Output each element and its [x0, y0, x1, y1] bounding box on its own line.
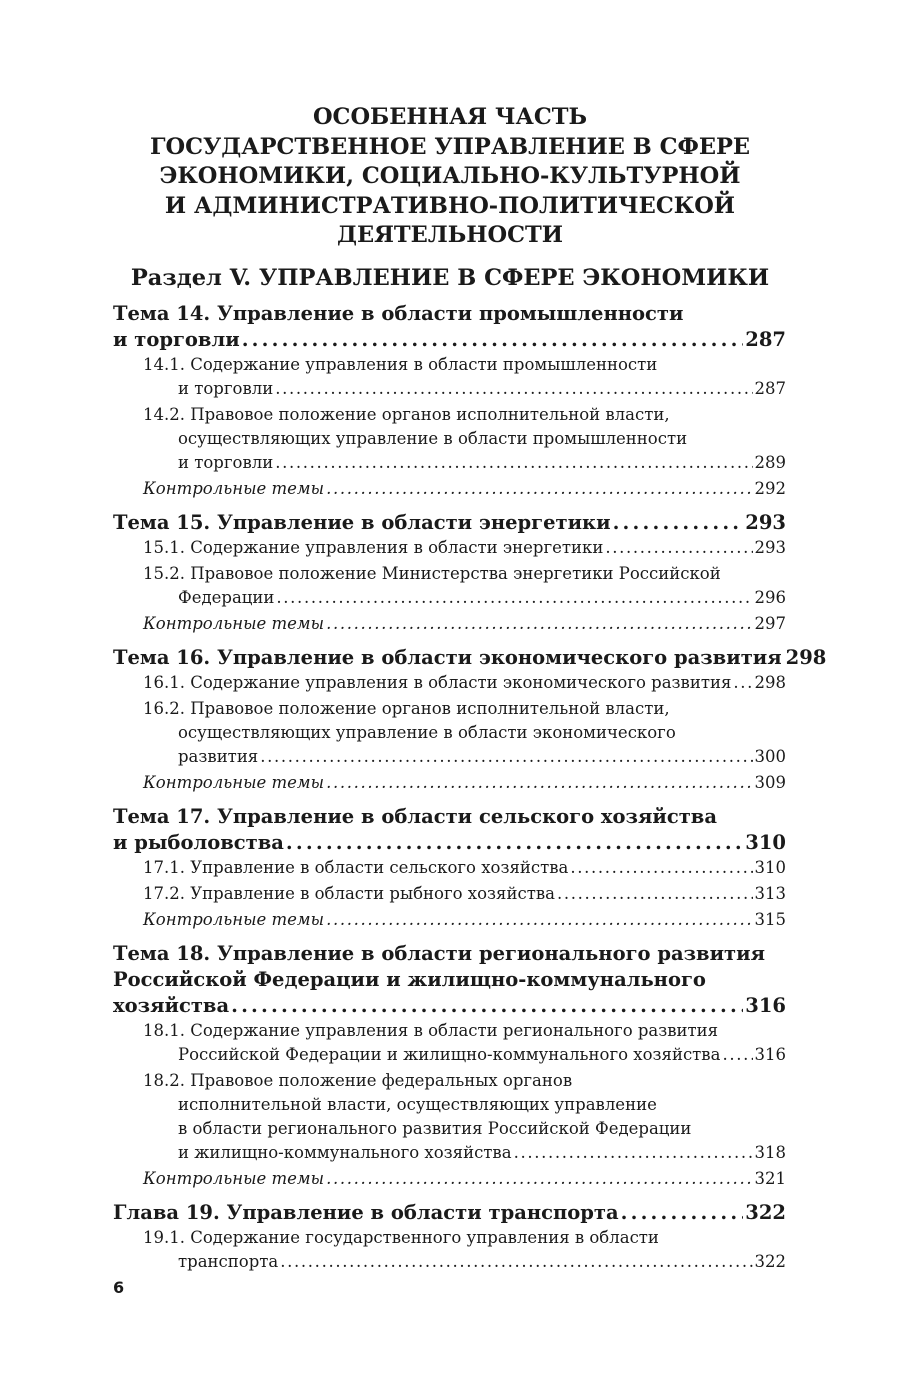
- toc-topic: [113, 1200, 786, 1274]
- entry-text: хозяйства: [113, 994, 230, 1017]
- entry-text: Контрольные темы: [143, 773, 325, 792]
- part-title-line: ДЕЯТЕЛЬНОСТИ: [336, 222, 564, 248]
- topic-heading: [113, 941, 786, 1019]
- subsection-entry: [113, 1069, 786, 1165]
- table-of-contents: [113, 301, 827, 1283]
- entry-leader-row: [143, 1167, 786, 1191]
- dot-leader: [280, 1250, 752, 1274]
- dot-leader: [722, 1043, 752, 1067]
- dot-leader: [326, 477, 752, 501]
- entry-text: Контрольные темы: [143, 1169, 325, 1188]
- page-ref: 298: [785, 646, 827, 669]
- entry-leader-row: [143, 882, 786, 906]
- entry-text: Глава 19. Управление в области транспорта: [113, 1201, 619, 1224]
- toc-topic: [113, 804, 786, 932]
- subsection-entry: [113, 353, 786, 401]
- subsection-entry: [113, 1019, 786, 1067]
- entry-text: Контрольные темы: [143, 614, 325, 633]
- entry-text: Федерации: [178, 588, 275, 607]
- page-ref: 289: [754, 453, 786, 472]
- dot-leader: [275, 451, 752, 475]
- page-ref: 292: [754, 479, 786, 498]
- entry-leader-row: [143, 377, 786, 401]
- control-topics-entry: [113, 1167, 786, 1191]
- entry-leader-row: [113, 993, 786, 1019]
- topic-heading: [113, 645, 827, 671]
- dot-leader: [557, 882, 753, 906]
- topic-heading: [113, 804, 786, 856]
- dot-leader: [231, 993, 743, 1019]
- entry-leader-row: [143, 671, 786, 695]
- topic-heading: [113, 1200, 786, 1226]
- page-ref: 316: [745, 994, 786, 1017]
- dot-leader: [260, 745, 752, 769]
- entry-line: 15.2. Правовое положение Министерства энергетики Российской: [143, 564, 721, 583]
- dot-leader: [621, 1200, 744, 1226]
- entry-text: 15.1. Содержание управления в области энергетики: [143, 538, 604, 557]
- control-topics-entry: [113, 908, 786, 932]
- dot-leader: [326, 908, 752, 932]
- page-ref: 296: [754, 588, 786, 607]
- entry-text: Контрольные темы: [143, 910, 325, 929]
- entry-leader-row: [113, 830, 786, 856]
- page-ref: 315: [754, 910, 786, 929]
- dot-leader: [326, 612, 752, 636]
- page-ref: 293: [754, 538, 786, 557]
- page-ref: 298: [754, 673, 786, 692]
- entry-line: Российской Федерации и жилищно-коммунального: [113, 968, 706, 991]
- page-ref: 310: [754, 858, 786, 877]
- entry-line: Тема 14. Управление в области промышленности: [113, 302, 684, 325]
- entry-line: в области регионального развития Российской Федерации: [178, 1119, 692, 1138]
- dot-leader: [326, 1167, 752, 1191]
- entry-leader-row: [143, 908, 786, 932]
- page-ref: 287: [745, 328, 786, 351]
- part-title: [0, 103, 900, 251]
- section-title: Раздел V. УПРАВЛЕНИЕ В СФЕРЕ ЭКОНОМИКИ: [130, 265, 770, 291]
- subsection-entry: [113, 697, 786, 769]
- control-topics-entry: [113, 771, 786, 795]
- page-ref: 300: [754, 747, 786, 766]
- dot-leader: [275, 377, 752, 401]
- page-ref: 309: [754, 773, 786, 792]
- dot-leader: [514, 1141, 753, 1165]
- entry-text: транспорта: [178, 1252, 279, 1271]
- entry-leader-row: [143, 477, 786, 501]
- entry-leader-row: [143, 745, 786, 769]
- entry-text: и торговли: [113, 328, 240, 351]
- subsection-entry: [113, 403, 786, 475]
- subsection-entry: [113, 671, 786, 695]
- page-number: 6: [113, 1278, 125, 1297]
- entry-leader-row: [143, 536, 786, 560]
- entry-leader-row: [143, 586, 786, 610]
- entry-text: Контрольные темы: [143, 479, 325, 498]
- entry-leader-row: [143, 451, 786, 475]
- entry-line: 19.1. Содержание государственного управления в области: [143, 1228, 659, 1247]
- page-ref: 310: [745, 831, 786, 854]
- entry-leader-row: [143, 1250, 786, 1274]
- entry-line: Тема 17. Управление в области сельского хозяйства: [113, 805, 717, 828]
- entry-text: Тема 15. Управление в области энергетики: [113, 511, 611, 534]
- entry-leader-row: [143, 1043, 786, 1067]
- page-ref: 287: [754, 379, 786, 398]
- entry-leader-row: [143, 771, 786, 795]
- entry-line: Тема 18. Управление в области регионального развития: [113, 942, 765, 965]
- toc-topic: [113, 301, 786, 501]
- page-ref: 322: [754, 1252, 786, 1271]
- entry-text: 17.2. Управление в области рыбного хозяйства: [143, 884, 555, 903]
- entry-line: осуществляющих управление в области экономического: [178, 723, 676, 742]
- dot-leader: [286, 830, 743, 856]
- dot-leader: [276, 586, 752, 610]
- entry-line: 16.2. Правовое положение органов исполнительной власти,: [143, 699, 670, 718]
- entry-text: 16.1. Содержание управления в области экономического развития: [143, 673, 732, 692]
- topic-heading: [113, 301, 786, 353]
- entry-leader-row: [143, 612, 786, 636]
- entry-text: развития: [178, 747, 259, 766]
- subsection-entry: [113, 536, 786, 560]
- entry-leader-row: [143, 856, 786, 880]
- dot-leader: [605, 536, 752, 560]
- page-ref: 316: [754, 1045, 786, 1064]
- entry-text: Российской Федерации и жилищно-коммунального хозяйства: [178, 1045, 721, 1064]
- toc-topic: [113, 510, 786, 636]
- page-ref: 322: [745, 1201, 786, 1224]
- page-ref: 321: [754, 1169, 786, 1188]
- toc-topic: [113, 645, 827, 795]
- part-title-line: И АДМИНИСТРАТИВНО-ПОЛИТИЧЕСКОЙ: [164, 192, 736, 219]
- dot-leader: [613, 510, 744, 536]
- entry-line: 14.1. Содержание управления в области промышленности: [143, 355, 658, 374]
- entry-text: и торговли: [178, 379, 274, 398]
- entry-text: и рыболовства: [113, 831, 284, 854]
- entry-text: и торговли: [178, 453, 274, 472]
- entry-line: 14.2. Правовое положение органов исполнительной власти,: [143, 405, 670, 424]
- control-topics-entry: [113, 477, 786, 501]
- entry-line: исполнительной власти, осуществляющих управление: [178, 1095, 657, 1114]
- entry-leader-row: [113, 327, 786, 353]
- page-ref: 313: [754, 884, 786, 903]
- entry-leader-row: [113, 510, 786, 536]
- entry-line: осуществляющих управление в области промышленности: [178, 429, 688, 448]
- toc-topic: [113, 941, 786, 1191]
- entry-leader-row: [113, 1200, 786, 1226]
- entry-line: 18.1. Содержание управления в области регионального развития: [143, 1021, 719, 1040]
- page-ref: 293: [745, 511, 786, 534]
- subsection-entry: [113, 1226, 786, 1274]
- entry-text: 17.1. Управление в области сельского хозяйства: [143, 858, 569, 877]
- subsection-entry: [113, 856, 786, 880]
- subsection-entry: [113, 882, 786, 906]
- dot-leader: [733, 671, 752, 695]
- dot-leader: [326, 771, 752, 795]
- part-title-line: ЭКОНОМИКИ, СОЦИАЛЬНО-КУЛЬТУРНОЙ: [159, 163, 741, 189]
- part-title-line: ОСОБЕННАЯ ЧАСТЬ: [312, 104, 588, 130]
- entry-leader-row: [113, 645, 827, 671]
- entry-line: 18.2. Правовое положение федеральных органов: [143, 1071, 573, 1090]
- dot-leader: [242, 327, 744, 353]
- part-title-line: ГОСУДАРСТВЕННОЕ УПРАВЛЕНИЕ В СФЕРЕ: [149, 133, 751, 160]
- topic-heading: [113, 510, 786, 536]
- entry-leader-row: [143, 1141, 786, 1165]
- page-ref: 318: [754, 1143, 786, 1162]
- subsection-entry: [113, 562, 786, 610]
- dot-leader: [570, 856, 752, 880]
- entry-text: Тема 16. Управление в области экономического развития: [113, 646, 782, 669]
- page-ref: 297: [754, 614, 786, 633]
- entry-text: и жилищно-коммунального хозяйства: [178, 1143, 512, 1162]
- control-topics-entry: [113, 612, 786, 636]
